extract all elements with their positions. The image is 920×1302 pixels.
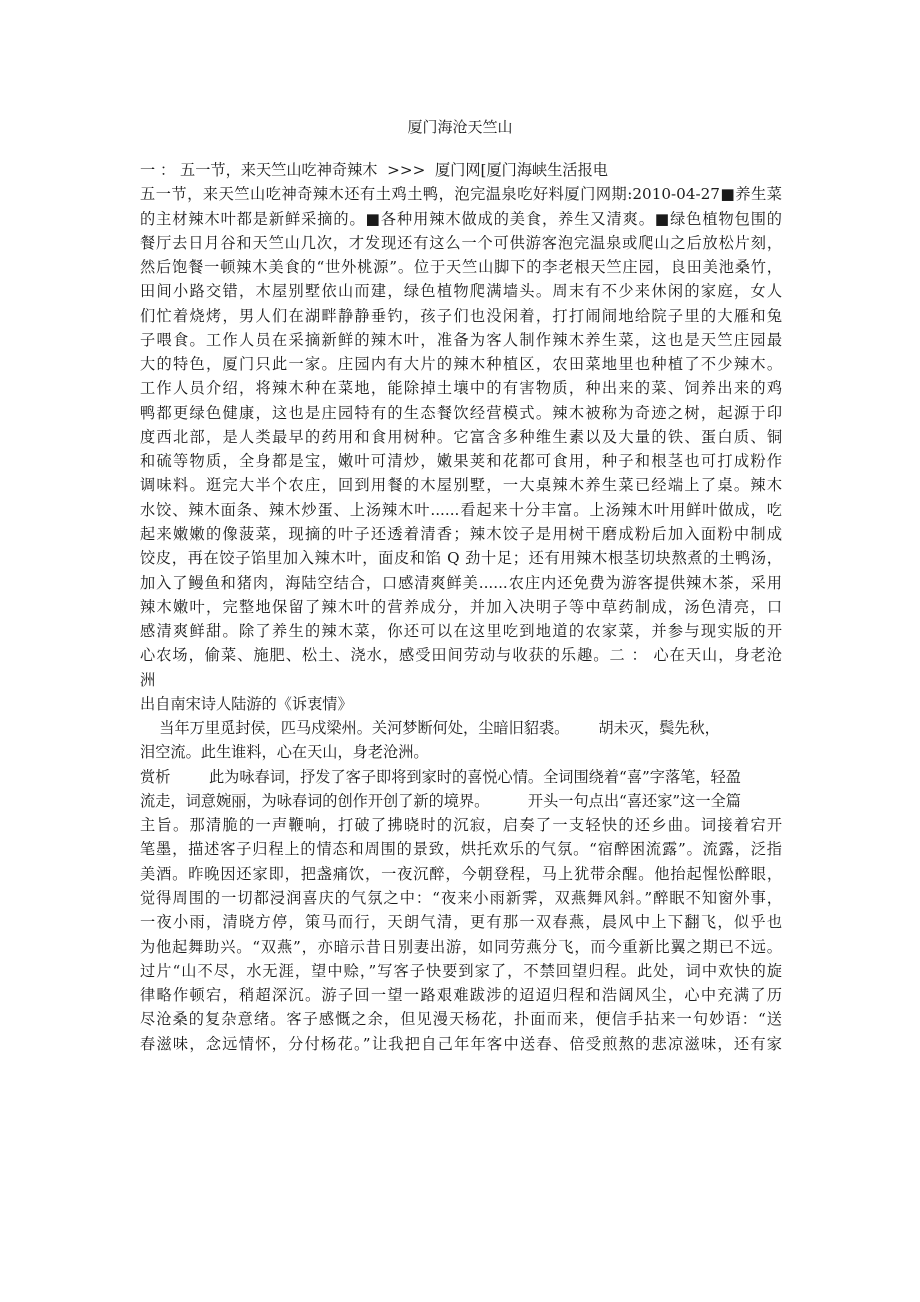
text-line: 出自南宋诗人陆游的《诉衷情》 <box>140 694 353 713</box>
text-line: 起来嫩嫩的像菠菜，现摘的叶子还透着清香；辣木饺子是用树干磨成粉后加入面粉中制成 <box>140 524 782 543</box>
text-line: 度西北部，是人类最早的药用和食用树种。它富含多种维生素以及大量的铁、蛋白质、铜 <box>140 427 782 446</box>
text-line: 然后饱餐一顿辣木美食的“世外桃源”。位于天竺山脚下的李老根天竺庄园，良田美池桑竹， <box>140 258 782 277</box>
text-line: 加入了鳗鱼和猪肉，海陆空结合，口感清爽鲜美......农庄内还免费为游客提供辣木茶，采用 <box>140 573 782 592</box>
text-line: 子喂食。工作人员在采摘新鲜的辣木叶，准备为客人制作辣木养生菜，这也是天竺庄园最 <box>140 330 782 349</box>
text-line: 尽沧桑的复杂意绪。客子感慨之余，但见漫天杨花，扑面而来，便信手拈来一句妙语：“送 <box>140 1010 782 1029</box>
text-line: 过片“山不尽，水无涯，望中赊，”写客子快要到家了，不禁回望归程。此处，词中欢快的旋 <box>140 961 782 980</box>
text-line: 一夜小雨，清晓方停，策马而行，天朗气清，更有那一双春燕，晨风中上下翻飞，似乎也 <box>140 913 782 932</box>
text-line: 饺皮，再在饺子馅里加入辣木叶，面皮和馅 Q 劲十足；还有用辣木根茎切块熬煮的土鸭汤， <box>140 549 782 568</box>
text-line: 大的特色，厦门只此一家。庄园内有大片的辣木种植区，农田菜地里也种植了不少辣木。 <box>140 355 782 374</box>
text-line: 辣木嫩叶，完整地保留了辣木叶的营养成分，并加入决明子等中草药制成，汤色清亮，口 <box>140 597 782 616</box>
text-line: 当年万里觅封侯，匹马戍梁州。关河梦断何处，尘暗旧貂裘。 胡未灭，鬓先秋， <box>140 719 720 738</box>
text-line: 为他起舞助兴。“双燕”，亦暗示昔日别妻出游，如同劳燕分飞，而今重新比翼之期已不远。 <box>140 937 782 956</box>
document-title: 厦门海沧天竺山 <box>407 118 513 136</box>
text-line: 感清爽鲜甜。除了养生的辣木菜，你还可以在这里吃到地道的农家菜，并参与现实版的开 <box>140 622 782 641</box>
text-line: 田间小路交错，木屋别墅依山而建，绿色植物爬满墙头。周末有不少来休闲的家庭，女人 <box>140 282 782 301</box>
text-line: 一 ： 五一节，来天竺山吃神奇辣木 >>> 厦门网[厦门海峡生活报电 <box>140 161 608 179</box>
text-line: 们忙着烧烤，男人们在湖畔静静垂钓，孩子们也没闲着，打打闹闹地给院子里的大雁和兔 <box>140 306 782 325</box>
text-line: 水饺、辣木面条、辣木炒蛋、上汤辣木叶......看起来十分丰富。上汤辣木叶用鲜叶做成，吃 <box>140 500 782 519</box>
text-line: 赏析 此为咏春词，抒发了客子即将到家时的喜悦心情。全词围绕着“喜”字落笔，轻盈 <box>140 767 741 786</box>
text-line: 律略作顿宕，稍超深沉。游子回一望一路艰难跋涉的迢迢归程和浩阔风尘，心中充满了历 <box>140 986 782 1005</box>
text-line: 流走，词意婉丽，为咏春词的创作开创了新的境界。 开头一句点出“喜还家”这一全篇 <box>140 791 741 810</box>
text-line: 笔墨，描述客子归程上的情态和周围的景致，烘托欢乐的气氛。“宿醉困流露”。流露，泛指 <box>140 840 782 859</box>
text-line: 春滋味，念远情怀，分付杨花。”让我把自己年年客中送春、倍受煎熬的悲凉滋味，还有家 <box>140 1034 782 1053</box>
text-line: 鸭都更绿色健康，这也是庄园特有的生态餐饮经营模式。辣木被称为奇迹之树，起源于印 <box>140 403 782 422</box>
text-line: 工作人员介绍，将辣木种在菜地，能除掉土壤中的有害物质，种出来的菜、饲养出来的鸡 <box>140 379 782 398</box>
text-line: 洲 <box>140 670 156 689</box>
text-line: 美酒。昨晚因还家即，把盏痛饮，一夜沉醉，今朝登程，马上犹带余醒。他抬起惺忪醉眼， <box>140 864 782 883</box>
text-line: 觉得周围的一切都浸润喜庆的气氛之中：“夜来小雨新霁，双燕舞风斜。”醉眠不知窗外事， <box>140 888 782 907</box>
text-line: 五一节，来天竺山吃神奇辣木还有土鸡土鸭，泡完温泉吃好料厦门网期:2010-04-27■养生菜 <box>140 185 782 204</box>
document-body <box>140 158 782 1056</box>
text-line: 心农场，偷菜、施肥、松土、浇水，感受田间劳动与收获的乐趣。二 ： 心在天山，身老沧 <box>140 646 782 665</box>
text-line: 调味料。逛完大半个农庄，回到用餐的木屋别墅，一大桌辣木养生菜已经端上了桌。辣木 <box>140 476 782 495</box>
text-line: 泪空流。此生谁料，心在天山，身老沧洲。 <box>140 743 429 762</box>
text-line: 主旨。那清脆的一声鞭响，打破了拂晓时的沉寂，启奏了一支轻快的还乡曲。词接着宕开 <box>140 816 782 835</box>
text-line: 餐厅去日月谷和天竺山几次，才发现还有这么一个可供游客泡完温泉或爬山之后放松片刻， <box>140 233 782 252</box>
text-line: 的主材辣木叶都是新鲜采摘的。■各种用辣木做成的美食，养生又清爽。■绿色植物包围的 <box>140 209 782 228</box>
text-line: 和硫等物质，全身都是宝，嫩叶可清炒，嫩果荚和花都可食用，种子和根茎也可打成粉作 <box>140 452 782 471</box>
